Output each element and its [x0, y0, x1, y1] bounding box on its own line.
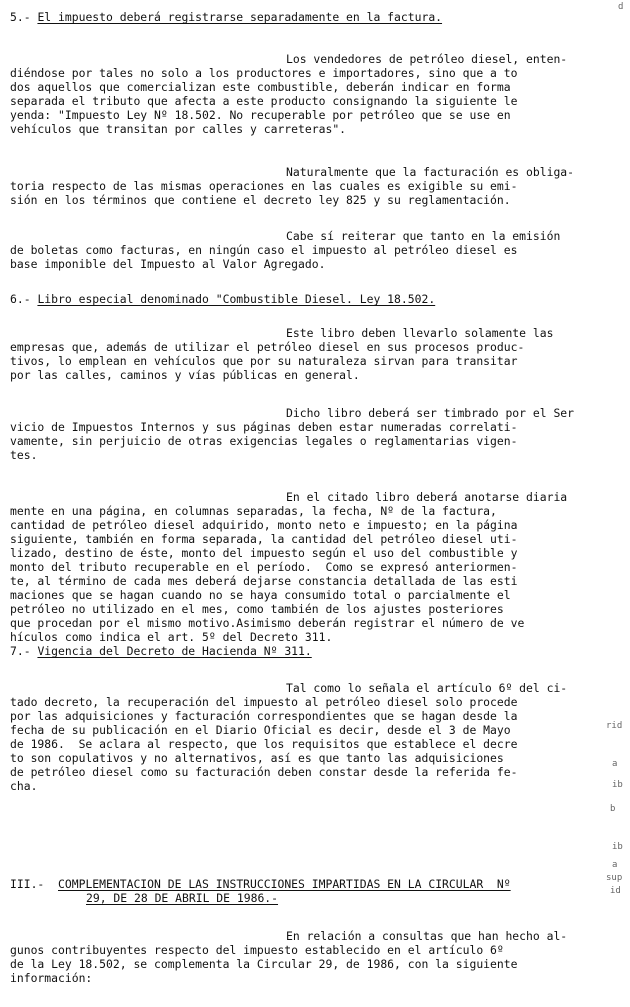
paragraph-line: vamente, sin perjuicio de otras exigencias legales o reglamentarias vigen- — [10, 434, 518, 448]
paragraph-line: En relación a consultas que han hecho al- — [286, 929, 568, 943]
paragraph-line: empresas que, además de utilizar el petróleo diesel en sus procesos produc- — [10, 340, 525, 354]
margin-mark: a — [612, 759, 618, 769]
paragraph-line: separada el tributo que afecta a este producto consignando la siguiente le — [10, 94, 518, 108]
paragraph-line: yenda: "Impuesto Ley Nº 18.502. No recuperable por petróleo que se use en — [10, 108, 511, 122]
paragraph-line: por las adquisiciones y facturación correspondientes que se hagan desde la — [10, 709, 518, 723]
paragraph-line: gunos contribuyentes respecto del impuesto establecido en el artículo 6º — [10, 943, 504, 957]
section-6-heading: 6.- Libro especial denominado "Combustible Diesel. Ley 18.502. — [10, 292, 436, 306]
paragraph-line: monto del tributo recuperable en el período. Como se expresó anteriormen- — [10, 560, 518, 574]
paragraph-line: mente en una página, en columnas separadas, la fecha, Nº de la factura, — [10, 504, 497, 518]
section-iii-heading: III.- COMPLEMENTACION DE LAS INSTRUCCIONES IMPARTIDAS EN LA CIRCULAR Nº — [10, 877, 511, 891]
section-5-title: El impuesto deberá registrarse separadamente en la factura. — [37, 10, 443, 24]
paragraph-line: Naturalmente que la facturación es obliga- — [286, 165, 575, 179]
paragraph-line: diéndose por tales no solo a los productores e importadores, sino que a to — [10, 66, 518, 80]
paragraph-line: de la Ley 18.502, se complementa la Circular 29, de 1986, con la siguiente — [10, 957, 518, 971]
paragraph-line: de petróleo diesel como su facturación deben constar desde la referida fe- — [10, 765, 518, 779]
margin-mark: ib — [612, 780, 623, 790]
paragraph-line: sión en los términos que contiene el decreto ley 825 y su reglamentación. — [10, 193, 511, 207]
paragraph-line: Cabe sí reiterar que tanto en la emisión — [286, 229, 561, 243]
paragraph-line: hículos como indica el art. 5º del Decreto 311. — [10, 630, 333, 644]
margin-mark: id — [610, 886, 621, 896]
paragraph-line: siguiente, también en forma separada, la cantidad del petróleo diesel uti- — [10, 532, 518, 546]
paragraph-line: cantidad de petróleo diesel adquirido, monto neto e impuesto; en la página — [10, 518, 518, 532]
section-5-heading: 5.- El impuesto deberá registrarse separadamente en la factura. — [10, 10, 443, 24]
margin-mark: d — [618, 2, 624, 12]
paragraph-line: vehículos que transitan por calles y carreteras". — [10, 122, 347, 136]
paragraph-line: tado decreto, la recuperación del impuesto al petróleo diesel solo procede — [10, 695, 518, 709]
paragraph-line: lizado, destino de éste, monto del impuesto según el uso del combustible y — [10, 546, 518, 560]
paragraph-line: información: — [10, 971, 93, 985]
section-7-title: Vigencia del Decreto de Hacienda Nº 311. — [37, 644, 312, 658]
paragraph-line: cha. — [10, 779, 38, 793]
paragraph-line: por las calles, caminos y vías públicas en general. — [10, 368, 360, 382]
margin-mark: ib — [612, 842, 623, 852]
paragraph-line: que procedan por el mismo motivo.Asimismo deberán registrar el número de ve — [10, 616, 525, 630]
paragraph-line: En el citado libro deberá anotarse diaria — [286, 490, 568, 504]
paragraph-line: maciones que se hagan cuando no se haya consumido total o parcialmente el — [10, 588, 511, 602]
section-iii-title-line-2: 29, DE 28 DE ABRIL DE 1986.- — [86, 891, 279, 905]
paragraph-line: Tal como lo señala el artículo 6º del ci- — [286, 681, 568, 695]
paragraph-line: toria respecto de las mismas operaciones en las cuales es exigible su emi- — [10, 179, 518, 193]
paragraph-line: Los vendedores de petróleo diesel, enten- — [286, 52, 568, 66]
paragraph-line: fecha de su publicación en el Diario Oficial es decir, desde el 3 de Mayo — [10, 723, 511, 737]
paragraph-line: base imponible del Impuesto al Valor Agregado. — [10, 257, 326, 271]
paragraph-line: tes. — [10, 448, 38, 462]
section-7-heading: 7.- Vigencia del Decreto de Hacienda Nº 311. — [10, 644, 312, 658]
paragraph-line: Dicho libro deberá ser timbrado por el Ser — [286, 406, 575, 420]
margin-mark: rid — [606, 721, 623, 731]
paragraph-line: te, al término de cada mes deberá dejarse constancia detallada de las esti — [10, 574, 518, 588]
paragraph-line: to son copulativos y no alternativos, así es que tanto las adquisiciones — [10, 751, 504, 765]
paragraph-line: dos aquellos que comercializan este combustible, deberán indicar en forma — [10, 80, 511, 94]
margin-mark: b — [610, 804, 616, 814]
paragraph-line: de boletas como facturas, en ningún caso el impuesto al petróleo diesel es — [10, 243, 518, 257]
paragraph-line: tivos, lo emplean en vehículos que por su naturaleza sirvan para transitar — [10, 354, 518, 368]
margin-mark: sup — [606, 873, 623, 883]
margin-mark: a — [612, 860, 618, 870]
paragraph-line: Este libro deben llevarlo solamente las — [286, 326, 554, 340]
paragraph-line: vicio de Impuestos Internos y sus páginas deben estar numeradas correlati- — [10, 420, 518, 434]
section-6-title: Libro especial denominado "Combustible Diesel. Ley 18.502. — [37, 292, 436, 306]
paragraph-line: petróleo no utilizado en el mes, como también de los ajustes posteriores — [10, 602, 504, 616]
paragraph-line: de 1986. Se aclara al respecto, que los requisitos que establece el decre — [10, 737, 518, 751]
section-iii-title-line-1: COMPLEMENTACION DE LAS INSTRUCCIONES IMPARTIDAS EN LA CIRCULAR Nº — [58, 877, 511, 891]
